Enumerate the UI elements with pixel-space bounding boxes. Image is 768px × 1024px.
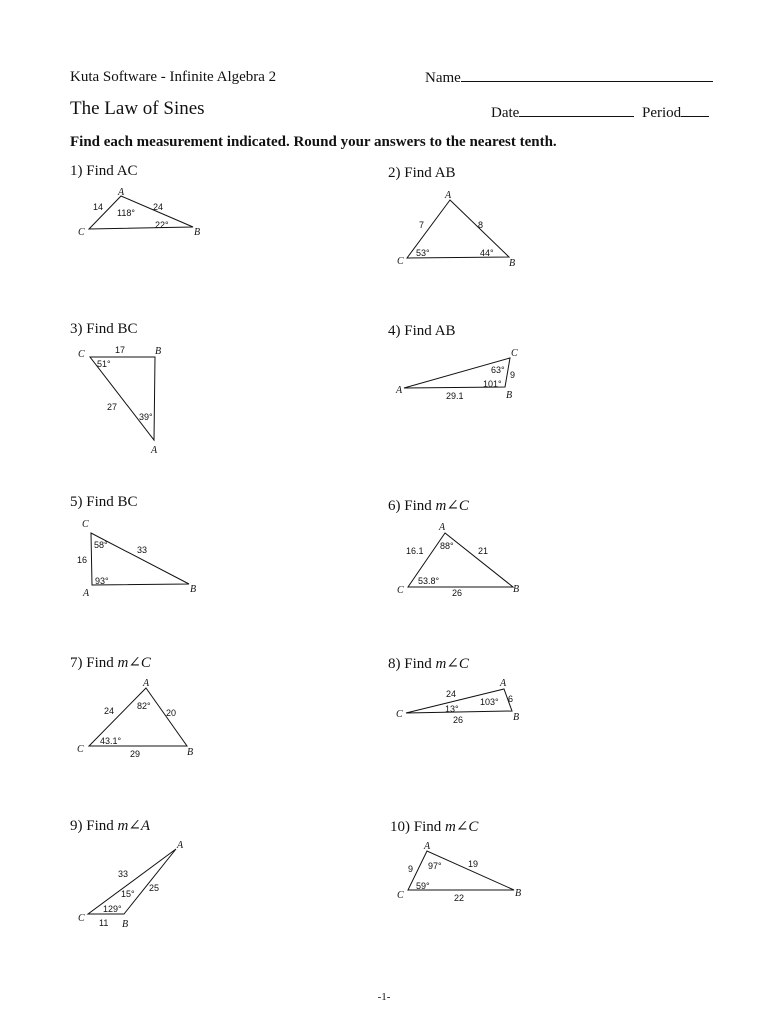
vertex-label: B <box>190 584 197 595</box>
side-label: 24 <box>104 706 115 716</box>
vertex-label: A <box>396 385 403 396</box>
side-label: 16 <box>77 555 88 565</box>
vertex-label: A <box>500 678 507 689</box>
angle-label: 51° <box>97 359 111 369</box>
side-label: 24 <box>446 689 457 699</box>
vertex-label: A <box>151 445 158 456</box>
side-label: 24 <box>153 202 164 212</box>
worksheet-title: The Law of Sines <box>70 98 205 119</box>
side-label: 26 <box>453 715 464 725</box>
vertex-label: C <box>397 256 404 267</box>
angle-label: 129° <box>103 904 122 914</box>
problem-3-label: 3) Find BC <box>70 321 138 337</box>
problem-10-label: 10) Find m∠C <box>390 819 479 835</box>
problem-7-label: 7) Find m∠C <box>70 655 151 671</box>
side-label: 33 <box>118 869 129 879</box>
vertex-label: C <box>397 585 404 596</box>
side-label: 29 <box>130 749 141 759</box>
angle-label: 103° <box>480 697 499 707</box>
vertex-label: C <box>82 519 89 530</box>
side-label: 21 <box>478 546 489 556</box>
vertex-label: A <box>445 190 452 201</box>
angle-label: 15° <box>121 889 135 899</box>
angle-label: 53.8° <box>418 576 440 586</box>
angle-label: 58° <box>94 540 108 550</box>
vertex-label: C <box>78 227 85 238</box>
problem-1-label: 1) Find AC <box>70 163 138 179</box>
side-label: 25 <box>149 883 160 893</box>
publisher-line: Kuta Software - Infinite Algebra 2 <box>70 69 277 85</box>
page-number: -1- <box>377 991 391 1003</box>
side-label: 7 <box>419 220 425 230</box>
side-label: 14 <box>93 202 104 212</box>
vertex-label: A <box>439 522 446 533</box>
vertex-label: B <box>194 227 201 238</box>
angle-label: 118° <box>117 208 135 218</box>
side-label: 22 <box>454 893 465 903</box>
vertex-label: B <box>509 258 516 269</box>
side-label: 29.1 <box>446 391 464 401</box>
problem-5-label: 5) Find BC <box>70 494 138 510</box>
side-label: 20 <box>166 708 177 718</box>
angle-label: 82° <box>137 701 151 711</box>
problem-9-label: 9) Find m∠A <box>70 818 151 834</box>
angle-label: 88° <box>440 541 454 551</box>
name-label: Name <box>425 70 461 86</box>
problem-6-label: 6) Find m∠C <box>388 498 469 514</box>
angle-label: 39° <box>139 412 153 422</box>
side-label: 19 <box>468 859 479 869</box>
angle-label: 53° <box>416 248 430 258</box>
date-label: Date <box>491 105 520 121</box>
side-label: 9 <box>510 370 516 380</box>
side-label: 11 <box>99 918 109 928</box>
vertex-label: B <box>155 346 162 357</box>
vertex-label: B <box>506 390 513 401</box>
vertex-label: C <box>78 913 85 924</box>
side-label: 6 <box>508 694 514 704</box>
angle-label: 22° <box>155 220 169 230</box>
angle-label: 101° <box>483 379 502 389</box>
vertex-label: B <box>122 919 129 930</box>
angle-label: 13° <box>445 704 459 714</box>
problem-4-label: 4) Find AB <box>388 323 456 339</box>
side-label: 33 <box>137 545 148 555</box>
vertex-label: A <box>177 840 184 851</box>
angle-label: 44° <box>480 248 494 258</box>
period-label: Period <box>642 105 682 121</box>
vertex-label: C <box>397 890 404 901</box>
vertex-label: A <box>118 187 125 198</box>
vertex-label: C <box>78 349 85 360</box>
side-label: 9 <box>408 864 414 874</box>
vertex-label: A <box>143 678 150 689</box>
vertex-label: A <box>424 841 431 852</box>
vertex-label: B <box>515 888 522 899</box>
angle-label: 97° <box>428 861 442 871</box>
vertex-label: B <box>513 584 520 595</box>
angle-label: 43.1° <box>100 736 122 746</box>
angle-label: 93° <box>95 576 109 586</box>
instructions: Find each measurement indicated. Round your answers to the nearest tenth. <box>70 134 557 150</box>
side-label: 16.1 <box>406 546 424 556</box>
vertex-label: A <box>83 588 90 599</box>
problem-8-label: 8) Find m∠C <box>388 656 469 672</box>
vertex-label: C <box>511 348 518 359</box>
problem-2-label: 2) Find AB <box>388 165 456 181</box>
vertex-label: C <box>77 744 84 755</box>
side-label: 17 <box>115 345 126 355</box>
side-label: 8 <box>478 220 484 230</box>
vertex-label: B <box>513 712 520 723</box>
side-label: 27 <box>107 402 118 412</box>
side-label: 26 <box>452 588 463 598</box>
angle-label: 59° <box>416 881 430 891</box>
vertex-label: C <box>396 709 403 720</box>
vertex-label: B <box>187 747 194 758</box>
angle-label: 63° <box>491 365 505 375</box>
